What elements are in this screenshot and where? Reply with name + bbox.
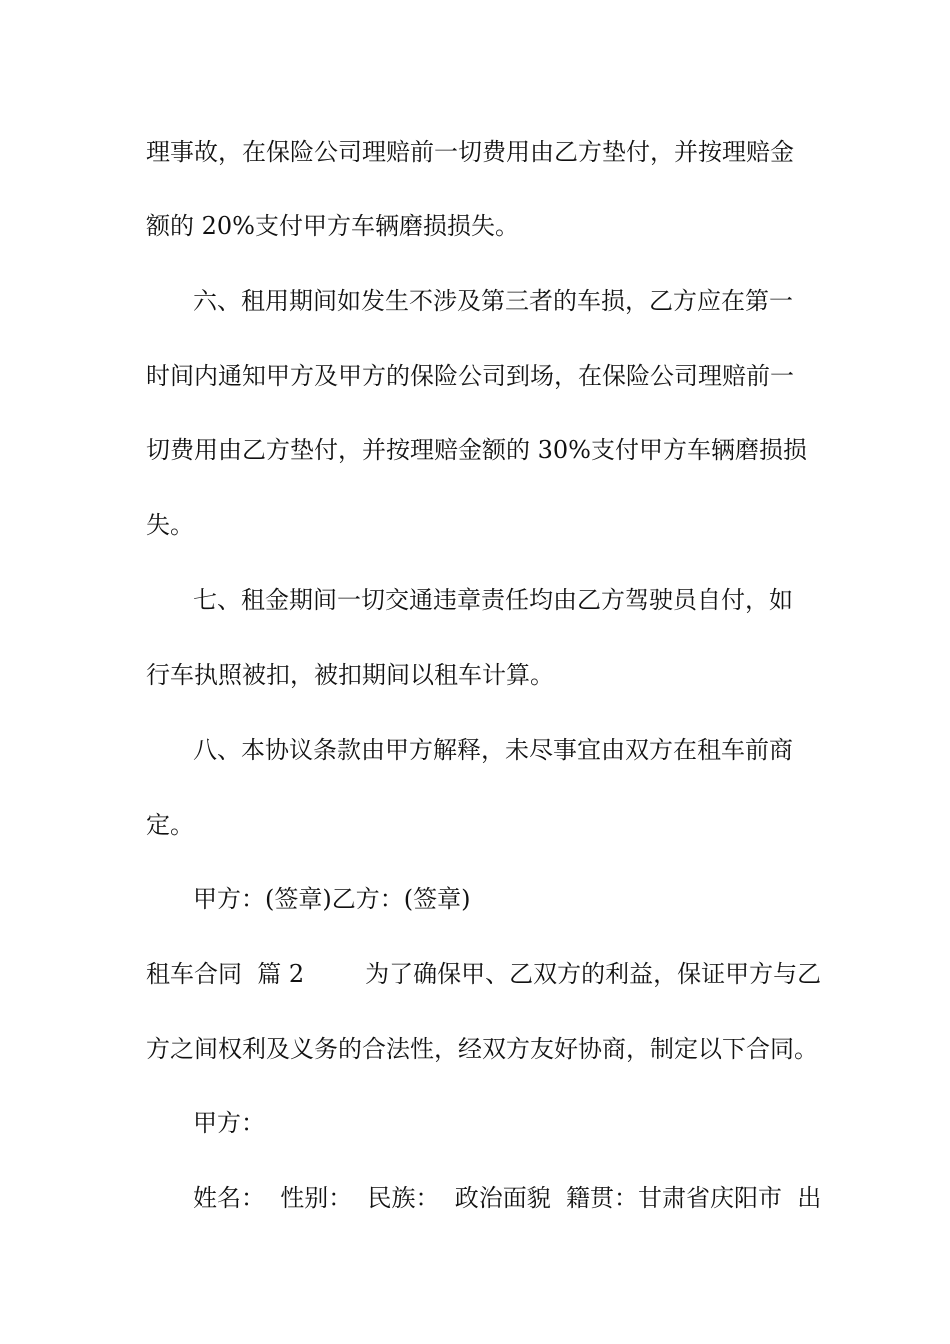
clause-7-line-2: 行车执照被扣，被扣期间以租车计算。 [146, 661, 554, 689]
clause-7-line-1: 七、租金期间一切交通违章责任均由乙方驾驶员自付，如 [193, 586, 793, 614]
clause-8-line-2: 定。 [146, 811, 194, 839]
text-line-2: 额的 20%支付甲方车辆磨损损失。 [146, 212, 519, 240]
contract-2-intro-line-1: 租车合同 篇 2 为了确保甲、乙双方的利益，保证甲方与乙 [146, 960, 822, 988]
clause-6-line-3: 切费用由乙方垫付，并按理赔金额的 30%支付甲方车辆磨损损 [146, 436, 807, 464]
clause-6-line-4: 失。 [146, 511, 194, 539]
clause-8-line-1: 八、本协议条款由甲方解释，未尽事宜由双方在租车前商 [193, 736, 793, 764]
signature-line: 甲方：(签章)乙方：(签章) [193, 885, 471, 913]
text-line-1: 理事故，在保险公司理赔前一切费用由乙方垫付，并按理赔金 [146, 138, 794, 166]
party-a-heading: 甲方： [193, 1109, 265, 1137]
contract-2-intro-line-2: 方之间权利及义务的合法性，经双方友好协商，制定以下合同。 [146, 1035, 818, 1063]
clause-6-line-2: 时间内通知甲方及甲方的保险公司到场，在保险公司理赔前一 [146, 362, 794, 390]
clause-6-line-1: 六、租用期间如发生不涉及第三者的车损，乙方应在第一 [193, 287, 793, 315]
party-a-fields: 姓名： 性别： 民族： 政治面貌 籍贯：甘肃省庆阳市 出 [193, 1184, 822, 1212]
